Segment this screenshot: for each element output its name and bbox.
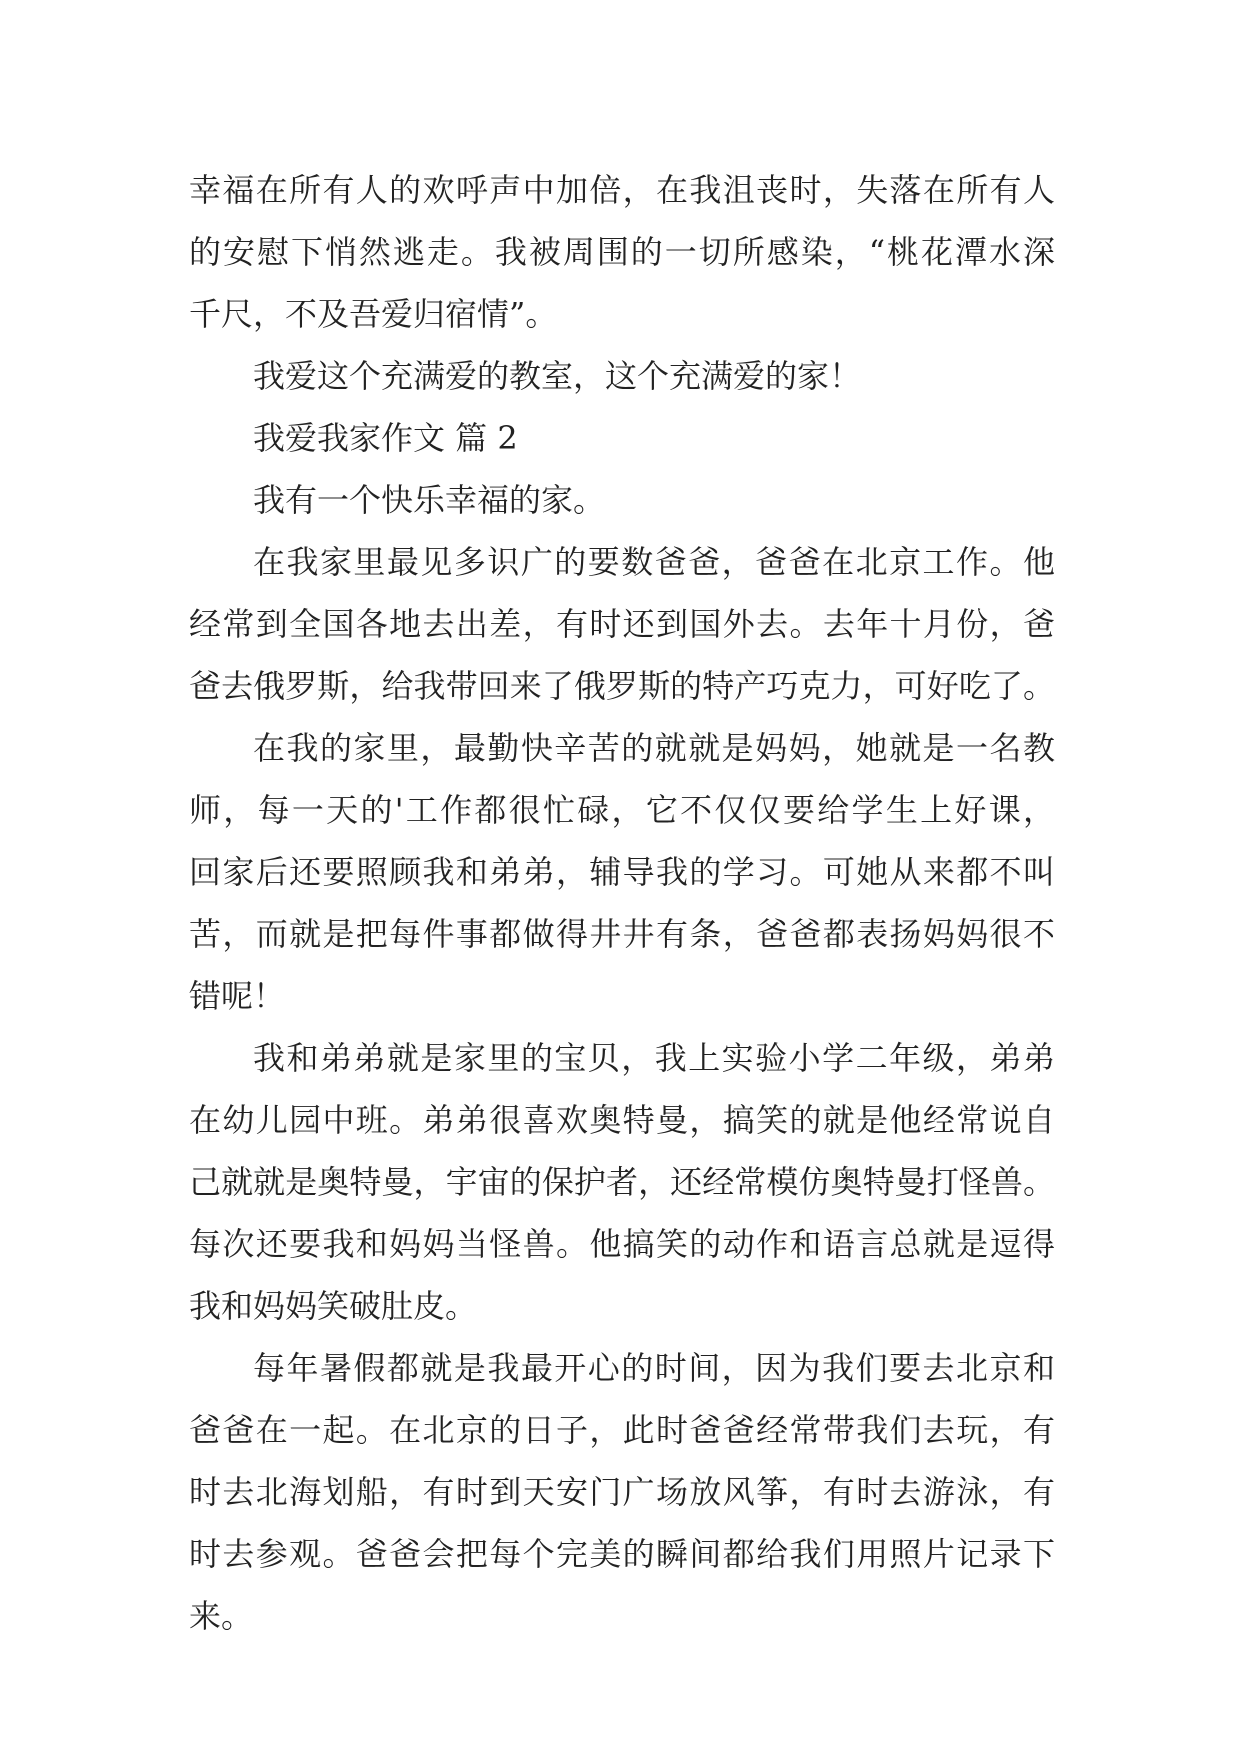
text-line: 在我家里最见多识广的要数爸爸，爸爸在北京工作。他 xyxy=(253,543,1055,581)
text-line: 我有一个快乐幸福的家。 xyxy=(253,481,606,519)
text-line: 经常到全国各地去出差，有时还到国外去。去年十月份，爸 xyxy=(189,605,1055,643)
text-line: 每年暑假都就是我最开心的时间，因为我们要去北京和 xyxy=(253,1349,1055,1387)
text-line: 时去参观。爸爸会把每个完美的瞬间都给我们用照片记录下 xyxy=(189,1535,1055,1573)
text-line: 的安慰下悄然逃走。我被周围的一切所感染，“桃花潭水深 xyxy=(189,233,1055,271)
text-line: 在幼儿园中班。弟弟很喜欢奥特曼，搞笑的就是他经常说自 xyxy=(189,1101,1055,1139)
text-line: 幸福在所有人的欢呼声中加倍，在我沮丧时，失落在所有人 xyxy=(189,171,1055,209)
text-line: 苦，而就是把每件事都做得井井有条，爸爸都表扬妈妈很不 xyxy=(189,915,1055,953)
text-line: 师，每一天的'工作都很忙碌，它不仅仅要给学生上好课， xyxy=(189,791,1055,829)
text-line: 爸爸在一起。在北京的日子，此时爸爸经常带我们去玩，有 xyxy=(189,1411,1055,1449)
text-line: 时去北海划船，有时到天安门广场放风筝，有时去游泳，有 xyxy=(189,1473,1055,1511)
text-line: 在我的家里，最勤快辛苦的就就是妈妈，她就是一名教 xyxy=(253,729,1055,767)
section-heading: 我爱我家作文 篇 2 xyxy=(253,419,518,457)
text-line: 千尺，不及吾爱归宿情”。 xyxy=(189,295,558,333)
text-line: 错呢！ xyxy=(189,977,286,1015)
text-line: 我和弟弟就是家里的宝贝，我上实验小学二年级，弟弟 xyxy=(253,1039,1055,1077)
text-line: 来。 xyxy=(189,1597,254,1635)
text-line: 每次还要我和妈妈当怪兽。他搞笑的动作和语言总就是逗得 xyxy=(189,1225,1055,1263)
text-line: 我和妈妈笑破肚皮。 xyxy=(189,1287,478,1325)
essay-body xyxy=(189,159,1055,1647)
text-line: 爸去俄罗斯，给我带回来了俄罗斯的特产巧克力，可好吃了。 xyxy=(189,667,1055,705)
text-line: 回家后还要照顾我和弟弟，辅导我的学习。可她从来都不叫 xyxy=(189,853,1055,891)
text-line: 己就就是奥特曼，宇宙的保护者，还经常模仿奥特曼打怪兽。 xyxy=(189,1163,1055,1201)
text-line: 我爱这个充满爱的教室，这个充满爱的家！ xyxy=(253,357,862,395)
